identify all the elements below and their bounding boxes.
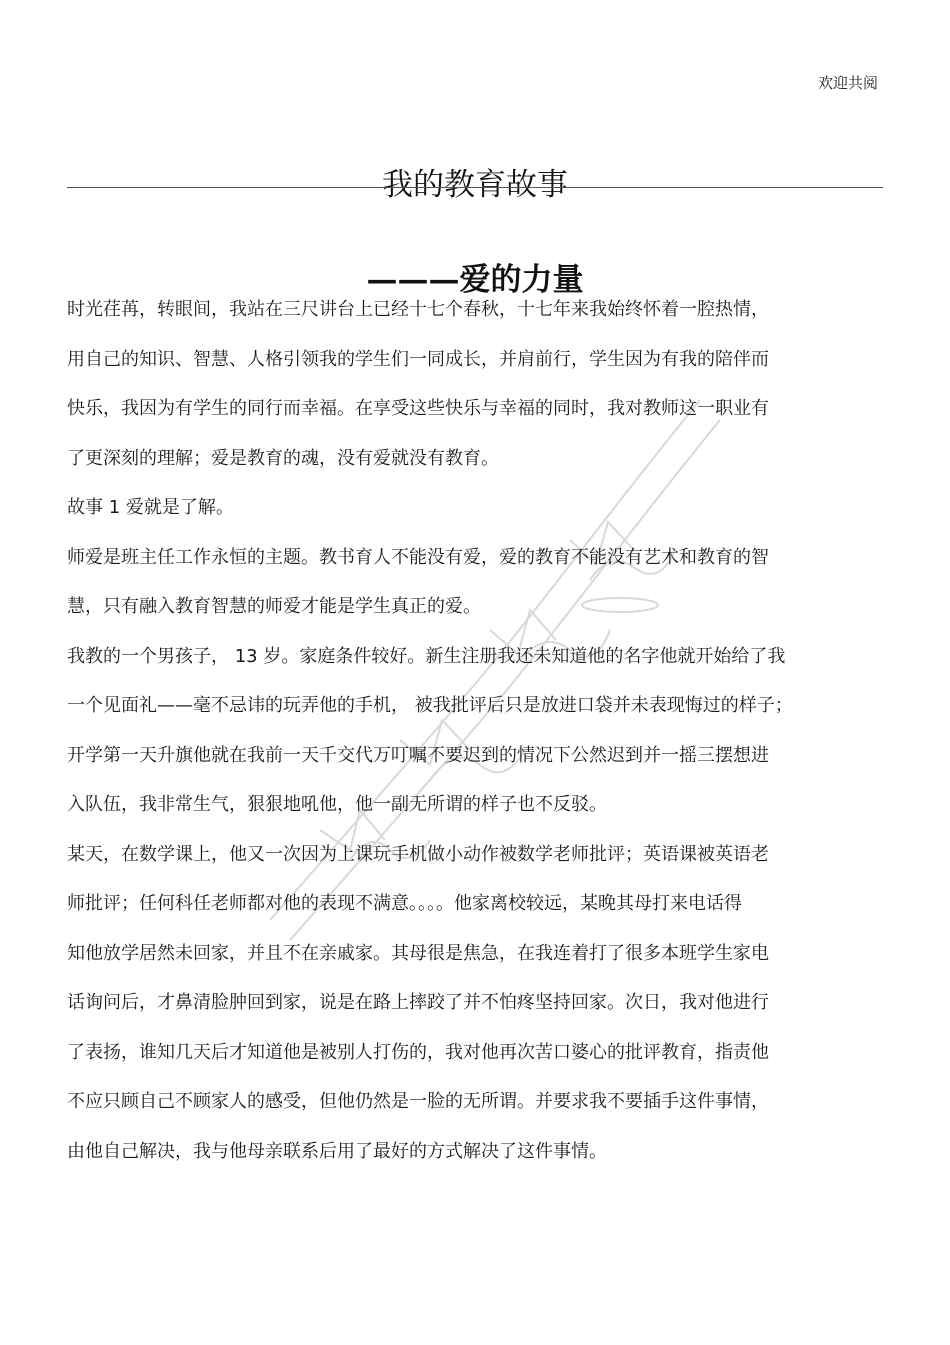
paragraph-line: 了表扬，谁知几天后才知道他是被别人打伤的，我对他再次苦口婆心的批评教育，指责他: [67, 1041, 769, 1063]
paragraph-line: 我教的一个男孩子， 13 岁。家庭条件较好。新生注册我还未知道他的名字他就开始给了我: [67, 645, 786, 667]
paragraph-line: 快乐，我因为有学生的同行而幸福。在享受这些快乐与幸福的同时，我对教师这一职业有: [67, 398, 769, 419]
paragraph-line: 开学第一天升旗他就在我前一天千交代万叮嘱不要迟到的情况下公然迟到并一摇三摆想进: [67, 744, 769, 766]
paragraph-line: 知他放学居然未回家，并且不在亲戚家。其母很是焦急，在我连着打了很多本班学生家电: [67, 942, 769, 964]
story-heading: 故事 1 爱就是了解。: [67, 497, 234, 518]
paragraph-line: 不应只顾自己不顾家人的感受，但他仍然是一脸的无所谓。并要求我不要插手这件事情，: [67, 1091, 769, 1112]
paragraph-line: 了更深刻的理解；爱是教育的魂，没有爱就没有教育。: [67, 447, 499, 469]
document-title: 我的教育故事: [382, 166, 568, 203]
paragraph-line: 话询问后，才鼻清脸肿回到家，说是在路上摔跤了并不怕疼坚持回家。次日，我对他进行: [67, 992, 769, 1013]
document-subtitle: ———爱的力量: [366, 261, 584, 298]
paragraph-line: 用自己的知识、智慧、人格引领我的学生们一同成长，并肩前行，学生因为有我的陪伴而: [67, 348, 769, 370]
paragraph-line: 时光荏苒，转眼间，我站在三尺讲台上已经十七个春秋，十七年来我始终怀着一腔热情，: [67, 299, 769, 320]
paragraph-line: 由他自己解决，我与他母亲联系后用了最好的方式解决了这件事情。: [67, 1140, 607, 1162]
paragraph-line: 某天，在数学课上，他又一次因为上课玩手机做小动作被数学老师批评；英语课被英语老: [67, 843, 769, 865]
paragraph-line: 师批评；任何科任老师都对他的表现不满意。。。。他家离校较远，某晚其母打来电话得: [67, 893, 742, 914]
paragraph-line: 师爱是班主任工作永恒的主题。教书育人不能没有爱，爱的教育不能没有艺术和教育的智: [67, 546, 769, 568]
paragraph-line: 一个见面礼——毫不忌讳的玩弄他的手机， 被我批评后只是放进口袋并未表现悔过的样子；: [67, 695, 793, 716]
body-text: [67, 296, 857, 1187]
paragraph-line: 入队伍，我非常生气，狠狠地吼他，他一副无所谓的样子也不反驳。: [67, 794, 607, 815]
header-note: 欢迎共阅: [817, 74, 878, 92]
paragraph-line: 慧，只有融入教育智慧的师爱才能是学生真正的爱。: [67, 596, 481, 617]
title-divider: [67, 187, 883, 188]
